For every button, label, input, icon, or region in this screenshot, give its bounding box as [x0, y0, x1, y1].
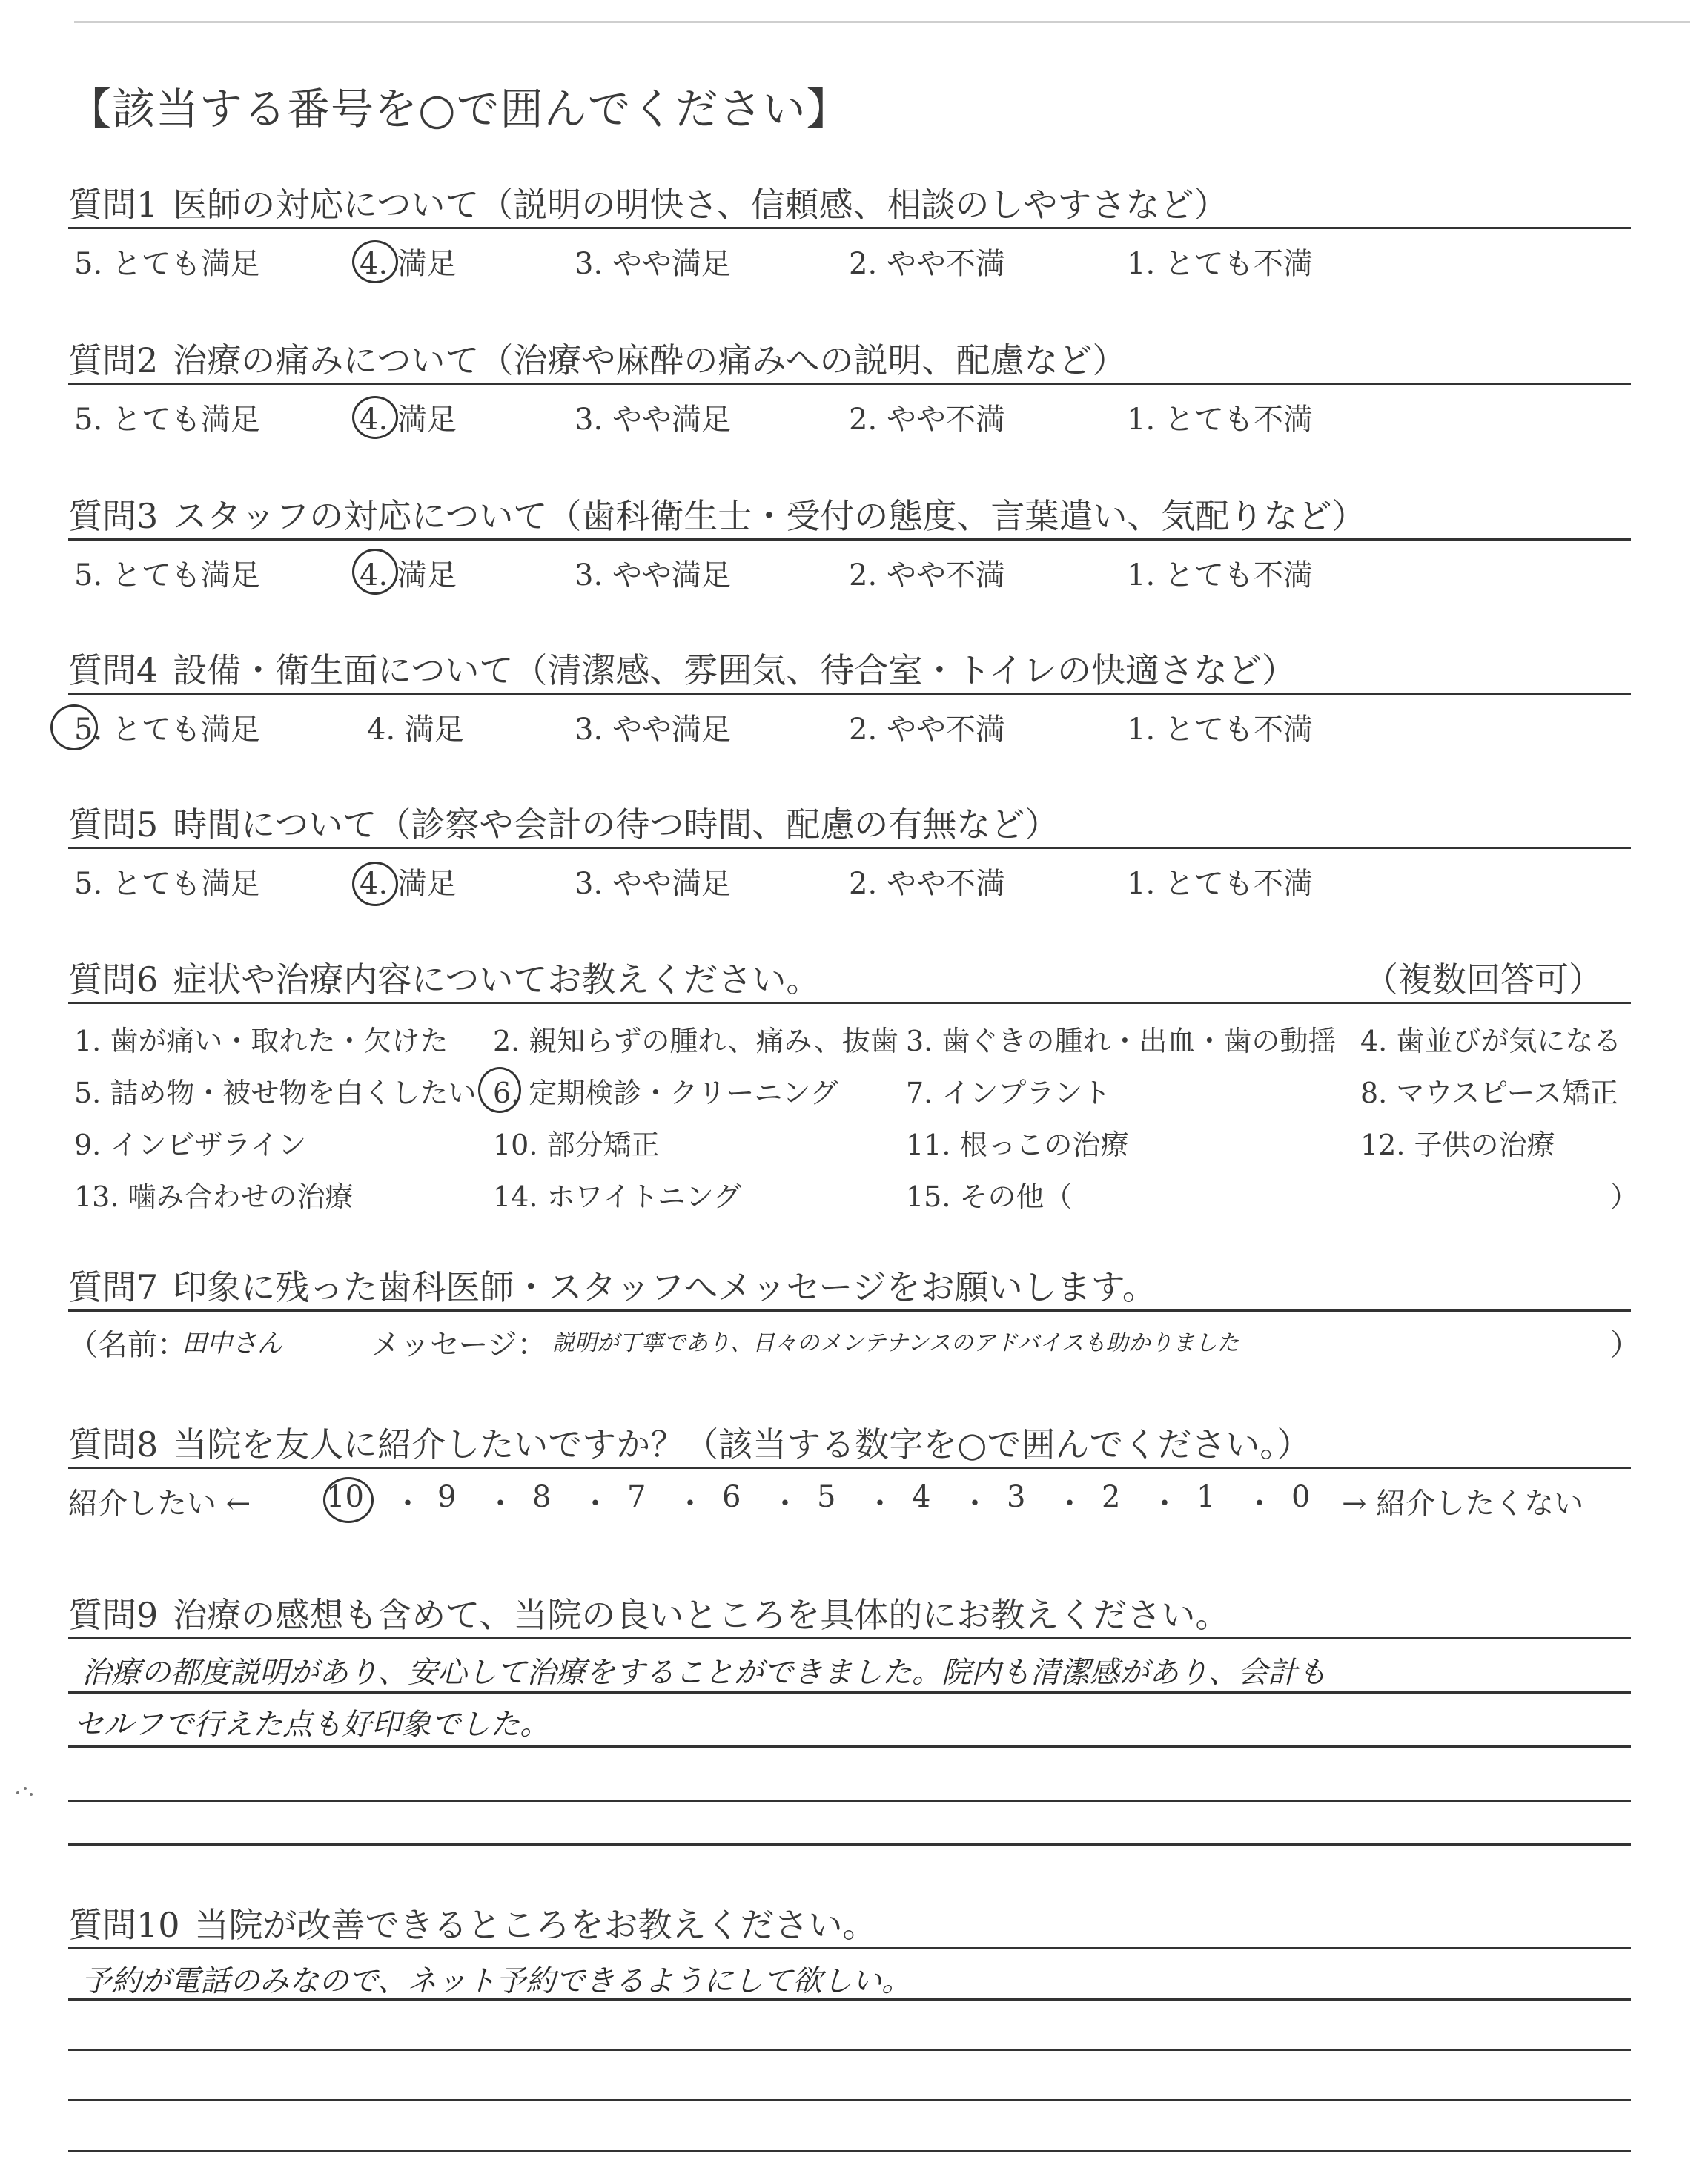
- option-4[interactable]: 4. 満足: [360, 558, 457, 592]
- question-rule: [68, 693, 1631, 695]
- question-rule: [68, 1002, 1631, 1004]
- answer-line: [68, 2099, 1631, 2101]
- option-5[interactable]: 5. とても満足: [74, 867, 260, 901]
- symptom-option[interactable]: 5. 詰め物・被せ物を白くしたい: [74, 1077, 477, 1109]
- option-2[interactable]: 2. やや不満: [849, 247, 1005, 281]
- question-text: 医師の対応について（説明の明快さ、信頼感、相談のしやすさなど）: [173, 185, 1228, 225]
- scale-dot: ・: [1245, 1487, 1274, 1521]
- option-2[interactable]: 2. やや不満: [849, 713, 1005, 747]
- answer-line: [68, 1800, 1631, 1802]
- scale-dot: ・: [580, 1487, 610, 1521]
- scale-dot: ・: [865, 1487, 895, 1521]
- question-text: 治療の痛みについて（治療や麻酔の痛みへの説明、配慮など）: [173, 340, 1127, 380]
- question-rule: [68, 227, 1631, 229]
- question-rule: [68, 847, 1631, 849]
- question-number: 質問6: [68, 960, 159, 1000]
- question-number: 質問5: [68, 805, 159, 845]
- question-text: 当院が改善できるところをお教えください。: [194, 1905, 877, 1945]
- option-2[interactable]: 2. やや不満: [849, 403, 1005, 437]
- option-4[interactable]: 4. 満足: [360, 403, 457, 437]
- selection-circle: [50, 704, 98, 750]
- option-3[interactable]: 3. やや満足: [575, 558, 731, 592]
- option-2[interactable]: 2. やや不満: [849, 867, 1005, 901]
- question-text: 症状や治療内容についてお教えください。: [173, 960, 821, 1000]
- answer-text-line[interactable]: セルフで行えた点も好印象でした。: [74, 1708, 550, 1742]
- name-field[interactable]: 田中さん: [182, 1329, 282, 1358]
- question-text: 当院を友人に紹介したいですか？（該当する数字を○で囲んでください。）: [173, 1424, 1311, 1464]
- answer-line: [68, 1843, 1631, 1846]
- option-4[interactable]: 4. 満足: [367, 713, 464, 747]
- answer-line: [68, 2150, 1631, 2152]
- option-3[interactable]: 3. やや満足: [575, 403, 731, 437]
- question-text: スタッフの対応について（歯科衛生士・受付の態度、言葉遣い、気配りなど）: [173, 496, 1366, 536]
- symptom-option[interactable]: 12. 子供の治療: [1360, 1129, 1555, 1161]
- question-title: [68, 644, 1296, 693]
- option-3[interactable]: 3. やや満足: [575, 713, 731, 747]
- symptom-option[interactable]: 4. 歯並びが気になる: [1360, 1025, 1622, 1057]
- option-4[interactable]: 4. 満足: [360, 247, 457, 281]
- symptom-option[interactable]: 8. マウスピース矯正: [1360, 1077, 1618, 1109]
- symptom-option[interactable]: 14. ホワイトニング: [493, 1180, 742, 1213]
- question-rule: [68, 1309, 1631, 1312]
- scan-speck: [24, 1787, 27, 1790]
- option-2[interactable]: 2. やや不満: [849, 558, 1005, 592]
- scale-8[interactable]: 8: [532, 1480, 552, 1514]
- question-number: 質問3: [68, 496, 159, 536]
- answer-line: [68, 1637, 1631, 1639]
- question-number: 質問8: [68, 1424, 159, 1464]
- message-field[interactable]: 説明が丁寧であり、日々のメンテナンスのアドバイスも助かりました: [552, 1330, 1239, 1356]
- selection-circle: [352, 396, 398, 439]
- message-label: メッセージ：: [371, 1328, 547, 1362]
- option-5[interactable]: 5. とても満足: [74, 247, 260, 281]
- question-title: [68, 953, 820, 1002]
- recommend-right-label: → 紹介したくない: [1342, 1487, 1584, 1521]
- answer-line: [68, 1947, 1631, 1949]
- scale-dot: ・: [770, 1487, 800, 1521]
- option-4[interactable]: 4. 満足: [360, 867, 457, 901]
- option-1[interactable]: 1. とても不満: [1127, 558, 1313, 592]
- scale-0[interactable]: 0: [1291, 1480, 1311, 1514]
- scale-4[interactable]: 4: [912, 1480, 931, 1514]
- option-5[interactable]: 5. とても満足: [74, 403, 260, 437]
- option-3[interactable]: 3. やや満足: [575, 867, 731, 901]
- message-close-paren: ）: [1610, 1328, 1640, 1362]
- multiple-answer-note: （複数回答可）: [1364, 960, 1603, 1000]
- option-1[interactable]: 1. とても不満: [1127, 403, 1313, 437]
- question-text: 治療の感想も含めて、当院の良いところを具体的にお教えください。: [173, 1595, 1230, 1635]
- question-number: 質問4: [68, 650, 159, 690]
- option-1[interactable]: 1. とても不満: [1127, 867, 1313, 901]
- question-title: [68, 178, 1228, 227]
- scale-dot: ・: [393, 1487, 423, 1521]
- question-title: [68, 1588, 1229, 1637]
- selection-circle: [478, 1067, 521, 1113]
- scale-6[interactable]: 6: [722, 1480, 741, 1514]
- scale-1[interactable]: 1: [1196, 1480, 1216, 1514]
- scale-dot: ・: [960, 1487, 990, 1521]
- answer-line: [68, 1998, 1631, 2001]
- question-rule: [68, 383, 1631, 385]
- scan-edge: [74, 21, 1690, 23]
- recommend-left-label: 紹介したい ←: [68, 1487, 251, 1521]
- symptom-option[interactable]: 11. 根っこの治療: [906, 1129, 1129, 1161]
- scan-speck: [16, 1791, 19, 1794]
- option-1[interactable]: 1. とても不満: [1127, 247, 1313, 281]
- option-5[interactable]: 5. とても満足: [74, 558, 260, 592]
- scale-dot: ・: [675, 1487, 705, 1521]
- symptom-option[interactable]: 2. 親知らずの腫れ、痛み、抜歯: [493, 1025, 898, 1057]
- scale-dot: ・: [486, 1487, 515, 1521]
- option-1[interactable]: 1. とても不満: [1127, 713, 1313, 747]
- question-title: [68, 1418, 1311, 1467]
- question-rule: [68, 1467, 1631, 1469]
- symptom-option[interactable]: 7. インプラント: [906, 1077, 1111, 1109]
- question-text: 時間について（診察や会計の待つ時間、配慮の有無など）: [173, 805, 1059, 845]
- symptom-option[interactable]: 3. 歯ぐきの腫れ・出血・歯の動揺: [906, 1025, 1337, 1057]
- question-title: [68, 489, 1366, 538]
- scale-9[interactable]: 9: [437, 1480, 457, 1514]
- selection-circle: [323, 1477, 374, 1523]
- question-title: [68, 798, 1059, 847]
- scan-speck: [30, 1793, 33, 1796]
- scale-5[interactable]: 5: [817, 1480, 836, 1514]
- selection-circle: [352, 862, 398, 906]
- answer-line: [68, 1691, 1631, 1694]
- selection-circle: [352, 549, 398, 595]
- option-3[interactable]: 3. やや満足: [575, 247, 731, 281]
- question-number: 質問1: [68, 185, 159, 225]
- answer-text-line[interactable]: 治療の都度説明があり、安心して治療をすることができました。院内も清潔感があり、会計も: [82, 1656, 1327, 1690]
- question-number: 質問10: [68, 1905, 180, 1945]
- question-text: 印象に残った歯科医師・スタッフへメッセージをお願いします。: [173, 1267, 1156, 1307]
- answer-line: [68, 2049, 1631, 2051]
- question-title: [68, 1261, 1156, 1309]
- question-number: 質問7: [68, 1267, 159, 1307]
- scale-2[interactable]: 2: [1102, 1480, 1121, 1514]
- question-number: 質問2: [68, 340, 159, 380]
- answer-line: [68, 1745, 1631, 1748]
- symptom-option-other[interactable]: 15. その他（: [906, 1180, 1073, 1213]
- symptom-option[interactable]: 1. 歯が痛い・取れた・欠けた: [74, 1025, 448, 1057]
- symptom-option[interactable]: 13. 噛み合わせの治療: [74, 1180, 354, 1213]
- scale-dot: ・: [1150, 1487, 1179, 1521]
- question-rule: [68, 538, 1631, 541]
- scale-7[interactable]: 7: [627, 1480, 646, 1514]
- question-text: 設備・衛生面について（清潔感、雰囲気、待合室・トイレの快適さなど）: [173, 650, 1297, 690]
- symptom-option[interactable]: 10. 部分矯正: [493, 1129, 660, 1161]
- question-number: 質問9: [68, 1595, 159, 1635]
- scale-3[interactable]: 3: [1007, 1480, 1026, 1514]
- symptom-option[interactable]: 9. インビザライン: [74, 1129, 307, 1161]
- selection-circle: [352, 240, 398, 283]
- instruction-header: 【該当する番号を○で囲んでください】: [68, 84, 850, 134]
- other-close-paren: ）: [1610, 1180, 1639, 1213]
- scale-dot: ・: [1055, 1487, 1085, 1521]
- answer-text-line[interactable]: 予約が電話のみなので、ネット予約できるようにして欲しい。: [82, 1964, 912, 1998]
- name-label: （名前：: [68, 1328, 187, 1362]
- question-title: [68, 1898, 877, 1947]
- question-title: [68, 334, 1126, 383]
- scale-10[interactable]: 10: [326, 1480, 364, 1514]
- option-5[interactable]: 5. とても満足: [74, 713, 260, 747]
- symptom-option[interactable]: 6. 定期検診・クリーニング: [493, 1077, 838, 1109]
